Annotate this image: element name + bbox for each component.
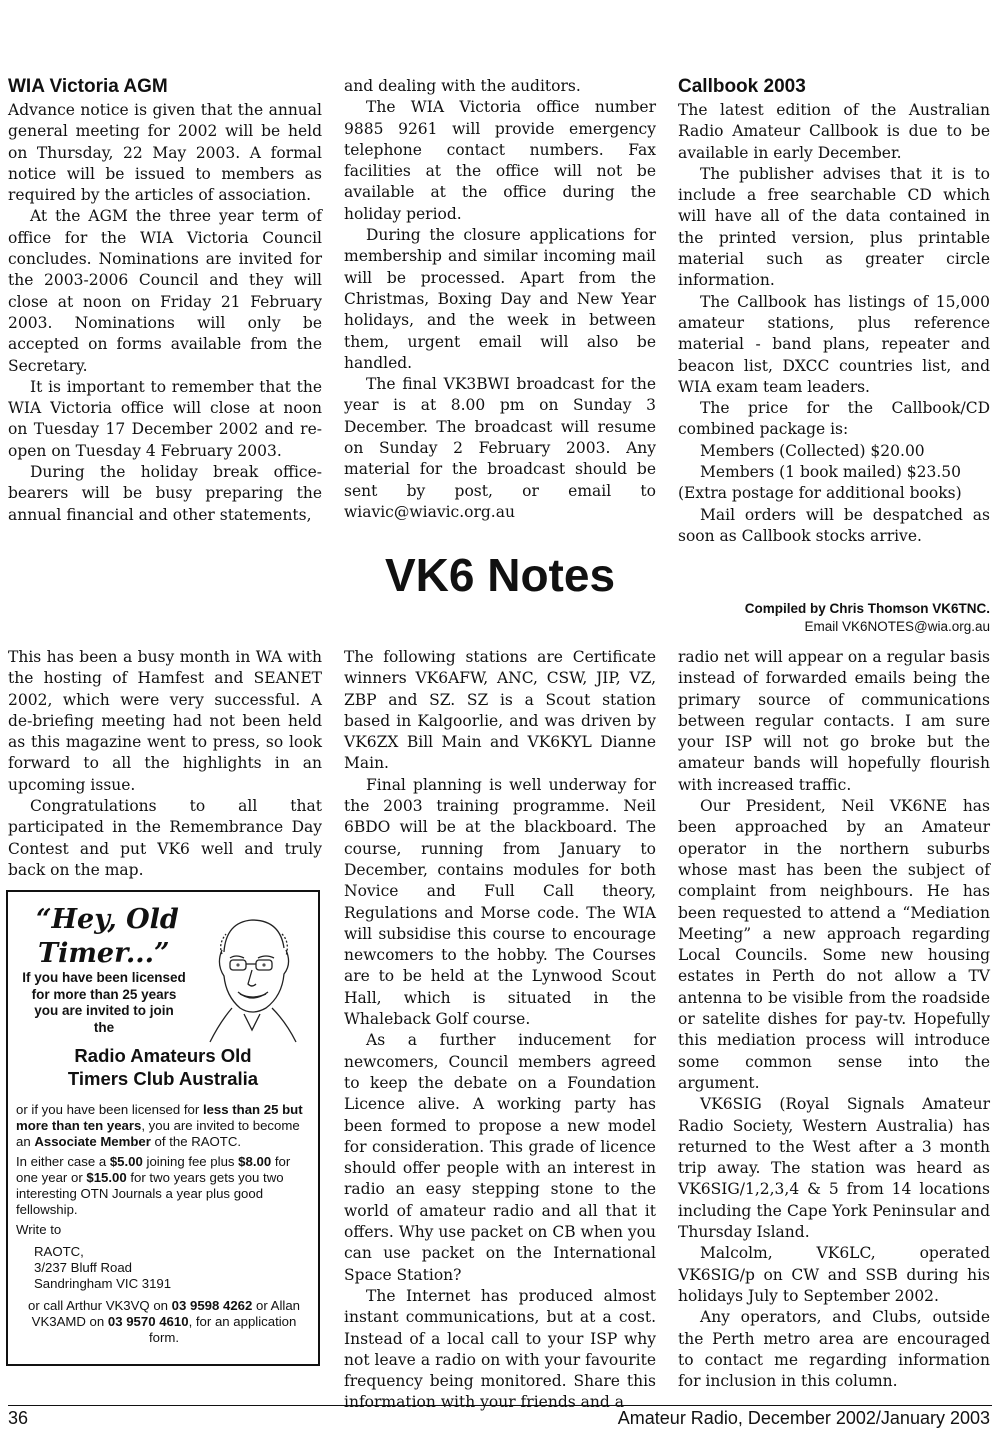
text-run: Associate Member — [34, 1134, 151, 1149]
text-run: $15.00 — [86, 1170, 127, 1185]
text-run: for two years gets you two interesting OTN Journals a year plus good fellowship. — [16, 1170, 284, 1217]
text-run: $5.00 — [109, 1154, 143, 1169]
club-name-line: Radio Amateurs Old — [74, 1045, 252, 1066]
ad-line: for more than 25 years — [31, 986, 177, 1002]
callbook-column — [678, 76, 990, 547]
ad-line: If you have been licensed — [22, 970, 186, 985]
paragraph: Malcolm, VK6LC, operated VK6SIG/p on CW and SSB during his holidays July to September 2002. — [678, 1244, 990, 1305]
paragraph: radio net will appear on a regular basis instead of forwarded emails being the primary source of communications between regular contacts. I am sure your ISP will not go broke but the amateur bands will hopefully flourish with increased traffic. — [678, 648, 990, 794]
paragraph: The publisher advises that it is to include a free searchable CD which will have all of the data contained in the printed version, plus printable material such as greater circle information. — [678, 164, 990, 290]
ad-headline: “Hey, Old — [36, 904, 179, 935]
paragraph: Congratulations to all that participated in the Remembrance Day Contest and put VK6 well and truly back on the map. — [8, 797, 322, 879]
page-number: 36 — [8, 1408, 29, 1428]
text-run: or call Arthur VK3VQ on — [28, 1298, 172, 1313]
club-name — [8, 1044, 318, 1090]
paragraph: Members (1 book mailed) $23.50 — [700, 463, 962, 482]
byline — [745, 600, 990, 636]
ad-line: the — [93, 1019, 115, 1035]
text-run: $8.00 — [238, 1154, 272, 1169]
section-title: VK6 Notes — [384, 549, 616, 601]
call-text — [16, 1298, 312, 1346]
paragraph: Mail orders will be despatched as soon as Callbook stocks arrive. — [678, 505, 990, 545]
paragraph: At the AGM the three year term of office for the WIA Victoria Council concludes. Nominations are invited for the 2003-2006 Council and they will close at noon on Friday 21 February 2003. Nominations will only be accepted on forms available from the Secretary. — [8, 207, 322, 375]
text-run: or Allan VK3AMD on — [31, 1298, 300, 1329]
text-run: , for an application form. — [148, 1314, 297, 1345]
email-line: Email VK6NOTES@wia.org.au — [804, 619, 990, 634]
text-run: joining fee plus — [142, 1154, 239, 1169]
paragraph: Our President, Neil VK6NE has been approached by an Amateur operator in the northern suburbs whose mast has been the subject of complaint from neighbours. He has been requested to attend a “Mediation Meeting” a new approach regarding Local Councils. Some new housing estates in Perth do not allow a TV antenna to be visible from the roadside or satelite dishes for pay-tv. Hopefully this mediation process will introduce some common sense into the argument. — [678, 797, 990, 1092]
text-run: less than 25 but more than ten years — [16, 1102, 303, 1133]
address-line: RAOTC, — [34, 1244, 84, 1259]
vk6-column-2 — [344, 647, 656, 1414]
footer-rule — [8, 1405, 992, 1406]
paragraph: The WIA Victoria office number 9885 9261 will provide emergency telephone contact numbers. Fax facilities at the office will not be available at the office during the holiday period. — [344, 98, 656, 223]
paragraph: This has been a busy month in WA with the hosting of Hamfest and SEANET 2002, which were very successful. A de-briefing meeting had not been held as this magazine went to press, so look forward to all the highlights in an upcoming issue. — [8, 648, 322, 794]
text-run: 03 9598 4262 — [171, 1298, 253, 1313]
paragraph: Any operators, and Clubs, outside the Perth metro area are encouraged to contact me regarding information for inclusion in this column. — [678, 1308, 990, 1391]
paragraph: The final VK3BWI broadcast for the year is at 8.00 pm on Sunday 3 December. The broadcast will resume on Sunday 2 February 2003. Any material for the broadcast should be sent by post, or email to wiavic@wiavic.org.au — [344, 375, 656, 521]
callbook-heading: Callbook 2003 — [678, 76, 806, 97]
address — [34, 1244, 330, 1292]
paragraph: The following stations are Certificate winners VK6AFW, ANC, CSW, JIP, VZ, ZBP and SZ. SZ is a Scout station based in Kalgoorlie, and was driven by VK6ZX Bill Main and VK6KYL Dianne Main. — [344, 648, 656, 773]
text-run: of the RAOTC. — [150, 1134, 242, 1149]
address-line: 3/237 Bluff Road — [34, 1260, 133, 1275]
paragraph: Members (Collected) $20.00 — [700, 441, 925, 460]
paragraph: Advance notice is given that the annual general meeting for 2002 will be held on Thursday, 22 May 2003. A formal notice will be issued to members as required by the articles of association. — [8, 101, 322, 205]
fee-text — [16, 1154, 312, 1218]
associate-text — [16, 1102, 312, 1150]
paragraph: Final planning is well underway for the 2003 training programme. Neil 6BDO will be at the blackboard. The course, running from January to December, contains modules for both Novice and Full Call theory, Regulations and Morse code. The WIA will subsidise this course to encourage newcomers to the hobby. The Courses are to be held at the Lynwood Scout Hall, which is situated in the Whaleback Golf course. — [344, 775, 656, 1029]
paragraph: It is important to remember that the WIA Victoria office will close at noon on Tuesday 17 December 2002 and re-open on Tuesday 4 February 2003. — [8, 377, 322, 460]
wia-agm-continued-column — [344, 76, 656, 523]
vk6-column-1 — [8, 647, 322, 881]
wia-agm-heading: WIA Victoria AGM — [8, 76, 168, 97]
paragraph: and dealing with the auditors. — [344, 77, 581, 95]
club-name-line: Timers Club Australia — [67, 1068, 259, 1089]
address-line: Sandringham VIC 3191 — [34, 1276, 172, 1291]
text-run: or if you have been licensed for — [16, 1102, 203, 1117]
paragraph: As a further inducement for newcomers, Council members agreed to keep the debate on a Foundation Licence alive. A working party has been formed to propose a new model for consideration. This grade of licence should offer people with an interest in radio an easy stepping stone to the world of amateur radio and all that it offers. Why use packet on CB when you can use packet on the International Space Station? — [344, 1031, 656, 1284]
paragraph: (Extra postage for additional books) — [678, 484, 962, 503]
text-run: 03 9570 4610 — [107, 1314, 189, 1329]
portrait-illustration — [196, 904, 306, 1044]
publication-title: Amateur Radio, December 2002/January 2003 — [617, 1408, 990, 1428]
text-run: , you are invited to become an — [16, 1118, 300, 1149]
raotc-advertisement — [6, 890, 320, 1366]
paragraph: During the holiday break office-bearers will be busy preparing the annual financial and other statements, — [8, 463, 322, 524]
ad-eligibility — [14, 970, 194, 1036]
text-run: for one year or — [16, 1154, 291, 1185]
compiled-by: Compiled by Chris Thomson VK6TNC. — [744, 601, 990, 616]
text-run: In either case a — [16, 1154, 110, 1169]
vk6-column-3 — [678, 647, 990, 1392]
paragraph: The Callbook has listings of 15,000 amateur stations, plus reference material - band plans, repeater and beacon list, DXCC countries list, and WIA exam team leaders. — [678, 292, 990, 396]
paragraph: During the closure applications for membership and similar incoming mail will be processed. Apart from the Christmas, Boxing Day and New Year holidays, and the week in between them, urgent email will also be handled. — [344, 226, 656, 372]
paragraph: The Internet has produced almost instant communications, but at a cost. Instead of a local call to your ISP why not leave a radio on with your favourite frequency being monitored. Share this information with your friends and a — [344, 1286, 656, 1412]
ad-line: you are invited to join — [34, 1003, 174, 1018]
paragraph: The price for the Callbook/CD combined package is: — [678, 399, 990, 439]
paragraph: The latest edition of the Australian Radio Amateur Callbook is due to be available in early December. — [678, 101, 990, 162]
wia-agm-column — [8, 76, 322, 526]
paragraph: VK6SIG (Royal Signals Amateur Radio Society, Western Australia) has returned to the West after a 3 month trip away. The station was heard as VK6SIG/1,2,3,4 & 5 from 14 locations including the Cape York Peninsular and Thursday Island. — [678, 1095, 990, 1242]
ad-headline-2: Timer...” — [38, 938, 170, 969]
write-to-label: Write to — [16, 1222, 62, 1237]
